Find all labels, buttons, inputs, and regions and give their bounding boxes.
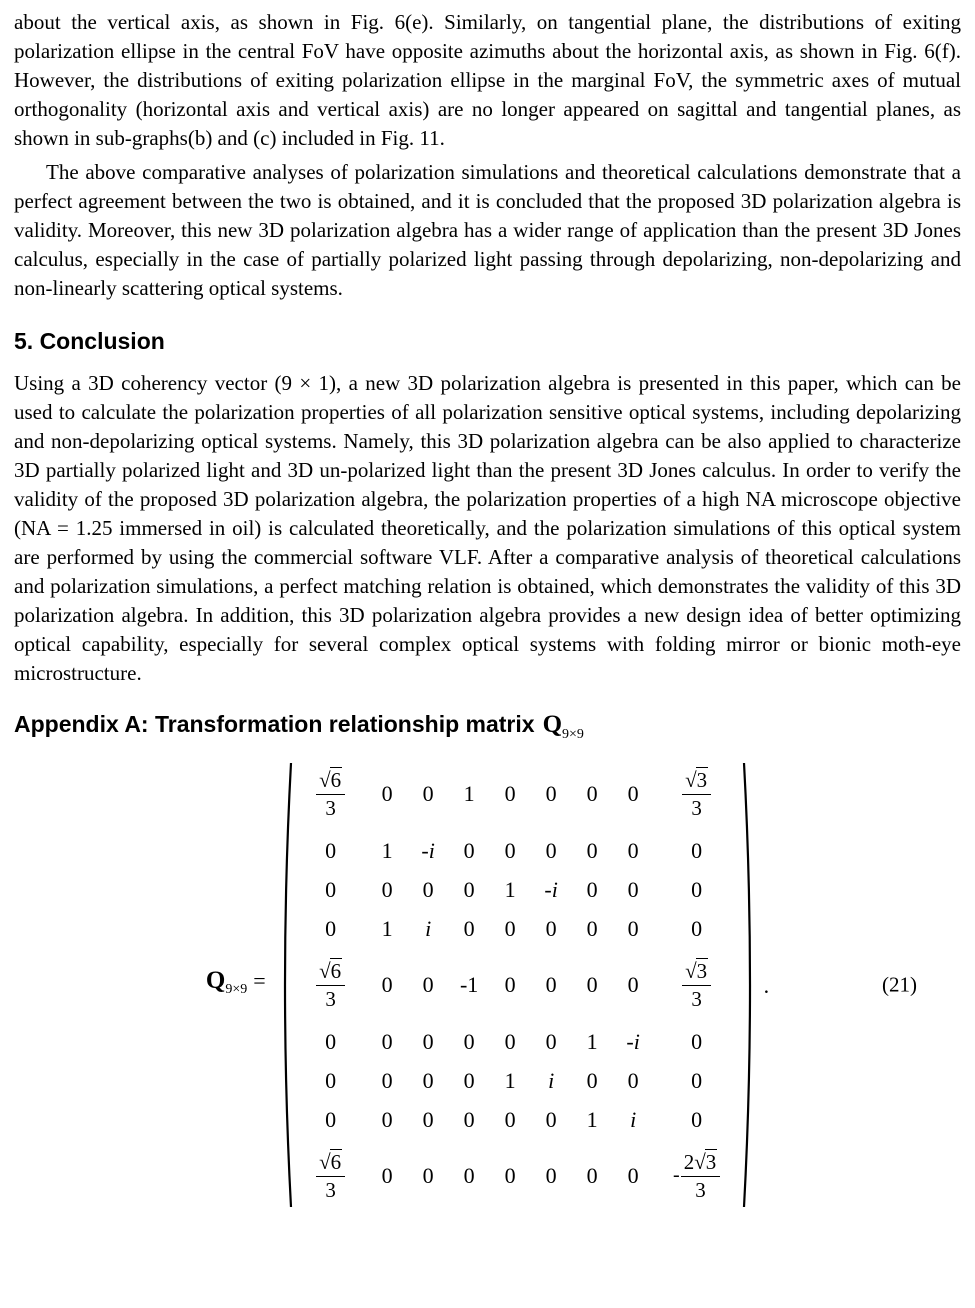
matrix-cell-r2c2: 1 bbox=[381, 837, 393, 863]
matrix-cell-r9c9: - $\frac{2√3}{3}$ bbox=[673, 1151, 720, 1200]
matrix-grid bbox=[295, 757, 740, 1213]
matrix-cell-r7c9: 0 bbox=[691, 1067, 703, 1093]
matrix-cell-r8c4: 0 bbox=[463, 1106, 475, 1132]
matrix-cell-r8c6: 0 bbox=[545, 1106, 557, 1132]
matrix-cell-r7c1: 0 bbox=[325, 1067, 337, 1093]
matrix-cell-r5c6: 0 bbox=[545, 972, 557, 997]
matrix-cell-r1c8: 0 bbox=[627, 781, 639, 806]
matrix-cell-r1c1: $\frac{√6}{3}$ bbox=[316, 769, 345, 818]
matrix-cell-r7c6: i bbox=[548, 1067, 555, 1093]
matrix-cell-r8c3: 0 bbox=[422, 1106, 434, 1132]
matrix-cell-r2c9: 0 bbox=[691, 837, 703, 863]
equation-21 bbox=[14, 757, 961, 1213]
matrix-cell-r3c4: 0 bbox=[463, 876, 475, 902]
matrix-cell-r9c8: 0 bbox=[627, 1163, 639, 1188]
matrix-cell-r6c4: 0 bbox=[463, 1028, 475, 1054]
matrix-cell-r4c5: 0 bbox=[504, 915, 516, 941]
matrix-cell-r5c8: 0 bbox=[627, 972, 639, 997]
matrix-cell-r1c2: 0 bbox=[381, 781, 393, 806]
matrix-cell-r8c9: 0 bbox=[691, 1106, 703, 1132]
matrix-cell-r7c7: 0 bbox=[586, 1067, 598, 1093]
matrix-cell-r4c2: 1 bbox=[381, 915, 393, 941]
right-parenthesis bbox=[742, 759, 757, 1211]
matrix-cell-r8c8: i bbox=[630, 1106, 637, 1132]
matrix-cell-r9c3: 0 bbox=[422, 1163, 434, 1188]
lhs-matrix-subscript: 9×9 bbox=[225, 982, 248, 998]
matrix-cell-r3c3: 0 bbox=[422, 876, 434, 902]
matrix-cell-r5c9: $\frac{√3}{3}$ bbox=[682, 960, 711, 1009]
matrix-cell-r3c9: 0 bbox=[691, 876, 703, 902]
matrix-cell-r6c7: 1 bbox=[586, 1028, 598, 1054]
matrix-cell-r2c7: 0 bbox=[586, 837, 598, 863]
matrix-cell-r7c3: 0 bbox=[422, 1067, 434, 1093]
matrix-cell-r3c7: 0 bbox=[586, 876, 598, 902]
matrix-cell-r2c1: 0 bbox=[325, 837, 337, 863]
matrix-cell-r1c3: 0 bbox=[422, 781, 434, 806]
matrix-cell-r5c2: 0 bbox=[381, 972, 393, 997]
equals-sign: = bbox=[253, 967, 266, 993]
matrix-cell-r5c1: $\frac{√6}{3}$ bbox=[316, 960, 345, 1009]
matrix-cell-r7c4: 0 bbox=[463, 1067, 475, 1093]
matrix-cell-r7c2: 0 bbox=[381, 1067, 393, 1093]
matrix-cell-r2c6: 0 bbox=[545, 837, 557, 863]
matrix-cell-r6c3: 0 bbox=[422, 1028, 434, 1054]
matrix-cell-r3c2: 0 bbox=[381, 876, 393, 902]
matrix-cell-r8c5: 0 bbox=[504, 1106, 516, 1132]
matrix-cell-r7c8: 0 bbox=[627, 1067, 639, 1093]
matrix-cell-r9c2: 0 bbox=[381, 1163, 393, 1188]
appendix-matrix-subscript: 9×9 bbox=[562, 727, 584, 742]
matrix-cell-r6c2: 0 bbox=[381, 1028, 393, 1054]
matrix-cell-r9c1: $\frac{√6}{3}$ bbox=[316, 1151, 345, 1200]
matrix-cell-r4c9: 0 bbox=[691, 915, 703, 941]
matrix-cell-r6c1: 0 bbox=[325, 1028, 337, 1054]
appendix-matrix-letter: Q bbox=[542, 711, 563, 738]
matrix-cell-r1c9: $\frac{√3}{3}$ bbox=[682, 769, 711, 818]
matrix-cell-r4c3: i bbox=[425, 915, 432, 941]
conclusion-heading: 5. Conclusion bbox=[14, 328, 165, 354]
matrix-lhs bbox=[206, 966, 274, 1004]
matrix-cell-r5c3: 0 bbox=[422, 972, 434, 997]
matrix-cell-r5c7: 0 bbox=[586, 972, 598, 997]
paragraph-conclusion-body: Using a 3D coherency vector (9 × 1), a new 3D polarization algebra is presented in this paper, which can be used to calculate the polarization properties of all polarization sensitive optical systems, including depolarizing and non-depolarizing optical systems. Namely, this 3D polarization algebra can be also applied to characterize 3D partially polarized light and 3D un-polarized light than the present 3D Jones calculus. In order to verify the validity of the proposed 3D polarization algebra, the polarization properties of a high NA microscope objective (NA = 1.25 immersed in oil) is calculated theoretically, and the polarization simulations of this optical system are performed by using the commercial software VLF. After a comparative analysis of theoretical calculations and polarization simulations, a perfect matching relation is obtained, which demonstrates the validity of this 3D polarization algebra. In addition, this 3D polarization algebra provides a new design idea of better optimizing optical capability, especially for several complex optical systems with folding mirror or bionic moth-eye microstructure. bbox=[14, 371, 961, 685]
matrix-cell-r3c8: 0 bbox=[627, 876, 639, 902]
equation-number: (21) bbox=[882, 972, 917, 997]
matrix-cell-r4c8: 0 bbox=[627, 915, 639, 941]
matrix-cell-r5c5: 0 bbox=[504, 972, 516, 997]
matrix-cell-r3c5: 1 bbox=[504, 876, 516, 902]
left-parenthesis bbox=[278, 759, 293, 1211]
appendix-matrix-symbol bbox=[542, 711, 584, 742]
matrix-cell-r1c4: 1 bbox=[463, 781, 475, 806]
matrix-cell-r2c5: 0 bbox=[504, 837, 516, 863]
matrix-cell-r9c7: 0 bbox=[586, 1163, 598, 1188]
matrix-cell-r9c4: 0 bbox=[463, 1163, 475, 1188]
matrix-cell-r1c7: 0 bbox=[586, 781, 598, 806]
appendix-heading-text: Appendix A: Transformation relationship matrix bbox=[14, 711, 535, 737]
matrix-cell-r4c4: 0 bbox=[463, 915, 475, 941]
matrix-cell-r1c5: 0 bbox=[504, 781, 516, 806]
matrix-cell-r6c9: 0 bbox=[691, 1028, 703, 1054]
matrix-cell-r9c6: 0 bbox=[545, 1163, 557, 1188]
matrix-cell-r3c1: 0 bbox=[325, 876, 337, 902]
matrix-cell-r1c6: 0 bbox=[545, 781, 557, 806]
matrix-cell-r2c4: 0 bbox=[463, 837, 475, 863]
matrix-cell-r8c2: 0 bbox=[381, 1106, 393, 1132]
matrix-cell-r9c5: 0 bbox=[504, 1163, 516, 1188]
matrix-cell-r8c7: 1 bbox=[586, 1106, 598, 1132]
matrix-cell-r4c6: 0 bbox=[545, 915, 557, 941]
matrix-cell-r6c8: -i bbox=[626, 1028, 640, 1054]
paragraph-comparative-analyses: The above comparative analyses of polarization simulations and theoretical calculations demonstrate that a perfect agreement between the two is obtained, and it is concluded that the proposed 3D polarization algebra is validity. Moreover, this new 3D polarization algebra has a wider range of application than the present 3D Jones calculus, especially in the case of partially polarized light passing through depolarizing, non-depolarizing and non-linearly scattering optical systems. bbox=[14, 160, 961, 300]
matrix-cell-r4c1: 0 bbox=[325, 915, 337, 941]
matrix-cell-r6c6: 0 bbox=[545, 1028, 557, 1054]
matrix-cell-r5c4: -1 bbox=[459, 972, 479, 997]
matrix-cell-r3c6: -i bbox=[544, 876, 558, 902]
equation-period: . bbox=[763, 972, 770, 998]
appendix-heading bbox=[14, 710, 961, 749]
paragraph-fig6-discussion: about the vertical axis, as shown in Fig. 6(e). Similarly, on tangential plane, the distributions of exiting polarization ellipse in the central FoV have opposite azimuths about the horizontal axis, as shown in Fig. 6(f). However, the distributions of exiting polarization ellipse in the marginal FoV, the symmetric axes of mutual orthogonality (horizontal axis and vertical axis) are no longer appeared on sagittal and tangential planes, as shown in sub-graphs(b) and (c) included in Fig. 11. bbox=[14, 10, 961, 150]
matrix-cell-r6c5: 0 bbox=[504, 1028, 516, 1054]
lhs-matrix-letter: Q bbox=[205, 966, 226, 994]
matrix-cell-r4c7: 0 bbox=[586, 915, 598, 941]
matrix-cell-r7c5: 1 bbox=[504, 1067, 516, 1093]
matrix-cell-r2c3: -i bbox=[421, 837, 435, 863]
matrix-cell-r2c8: 0 bbox=[627, 837, 639, 863]
matrix-cell-r8c1: 0 bbox=[325, 1106, 337, 1132]
